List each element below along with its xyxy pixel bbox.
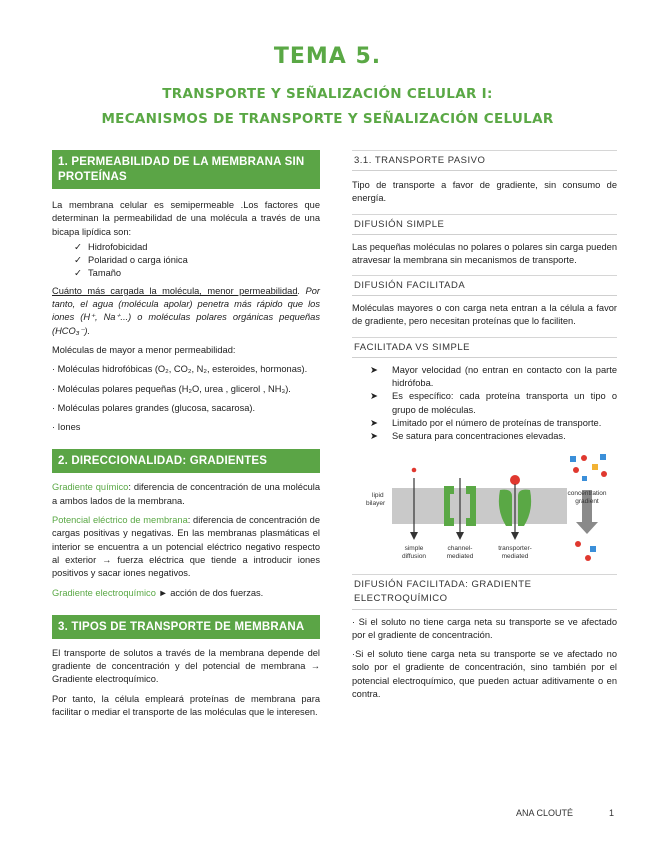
right-column — [352, 150, 617, 701]
gradient-chemical: Gradiente químico: diferencia de concentración de una molécula a ambos lados de la membrana. — [52, 482, 320, 506]
vs-heading: FACILITADA VS SIMPLE — [352, 337, 617, 358]
electro-p2: ·Si el soluto tiene carga neta su transporte se ve afectado no solo por el gradiente de concentración, sino también por el potencial electroquímico, que pueden actuar aditivamente o en contra. — [352, 649, 617, 700]
footer-author: ANA CLOUTÉ — [516, 808, 574, 818]
simple-arrowhead — [410, 532, 418, 540]
list-item: ➤ Limitado por el número de proteínas de transporte. — [370, 417, 617, 430]
order-title: Moléculas de mayor a menor permeabilidad: — [52, 344, 236, 355]
gradient-arrowhead — [576, 522, 598, 534]
label-channel: channel- — [447, 544, 473, 552]
label-lipid: lipid — [372, 491, 384, 499]
passive-text: Tipo de transporte a favor de gradiente, sin consumo de energía. — [352, 180, 617, 204]
molecule — [585, 555, 591, 561]
section-1-heading: 1. PERMEABILIDAD DE LA MEMBRANA SIN PROTEÍNAS — [52, 150, 320, 189]
label-gradient: gradient — [575, 497, 599, 505]
page-number: 1 — [609, 808, 615, 818]
list-item: ✓ Polaridad o carga iónica — [74, 254, 320, 267]
label-bilayer: bilayer — [366, 499, 386, 507]
section-3-1-heading: 3.1. TRANSPORTE PASIVO — [352, 150, 617, 171]
facilitated-heading: DIFUSIÓN FACILITADA — [352, 275, 617, 296]
order-item-2: · Moléculas polares pequeñas (H₂O, urea , glicerol , NH₃). — [52, 383, 291, 394]
lipid-bilayer-band — [392, 488, 567, 524]
order-item-1: · Moléculas hidrofóbicas (O₂, CO₂, N₂, esteroides, hormonas). — [52, 364, 308, 375]
order-item-4: · Iones — [52, 422, 81, 433]
electro-heading: DIFUSIÓN FACILITADA: GRADIENTE ELECTROQUÍMICO — [352, 574, 617, 610]
section-2-heading: 2. DIRECCIONALIDAD: GRADIENTES — [52, 449, 320, 473]
factors-list — [52, 241, 320, 281]
label-transporter: transporter- — [498, 544, 532, 552]
transporter-solute — [510, 475, 520, 485]
order-item-3: · Moléculas polares grandes (glucosa, sacarosa). — [52, 402, 256, 413]
molecule — [592, 464, 598, 470]
simple-diffusion-text: Las pequeñas moléculas no polares o polares sin carga pueden atravesar la membrana sin mecanismos de transporte. — [352, 241, 617, 265]
molecule — [582, 476, 587, 481]
list-item: ➤ Mayor velocidad (no entran en contacto con la parte hidrófoba. — [370, 364, 617, 389]
label-transporter-mediated: mediated — [501, 552, 529, 560]
s3-paragraph-1: El transporte de solutos a través de la membrana depende del gradiente de concentración y del potencial de membrana → Gradiente electroquímico. — [52, 647, 320, 685]
molecule — [600, 454, 606, 460]
gradient-electrochemical: Gradiente electroquímico ► acción de dos fuerzas. — [52, 587, 264, 598]
vs-list — [352, 364, 617, 444]
solute-dot — [412, 467, 417, 472]
s1-intro: La membrana celular es semipermeable .Los factores que determinan la permeabilidad de una molécula a través de una bicapa lipídica son: — [52, 200, 320, 237]
molecule — [590, 546, 596, 552]
molecule — [570, 456, 576, 462]
left-column — [52, 150, 320, 719]
arrow-bullet-icon: ➤ — [370, 417, 378, 428]
electro-p1: · Si el soluto no tiene carga neta su transporte se ve afectado por el gradiente de concentración. — [352, 616, 617, 640]
list-item: ✓ Hidrofobicidad — [74, 241, 320, 254]
s3-paragraph-2: Por tanto, la célula empleará proteínas de membrana para facilitar o mediar el transporte de las moléculas que le interesen. — [52, 693, 320, 718]
label-diffusion: diffusion — [401, 552, 427, 560]
facilitated-text: Moléculas mayores o con carga neta entran a la célula a favor de gradiente, pero necesitan proteínas que lo faciliten. — [352, 303, 617, 327]
label-simple: simple — [404, 544, 424, 552]
molecule — [573, 467, 579, 473]
simple-diffusion-heading: DIFUSIÓN SIMPLE — [352, 214, 617, 235]
subtitle-line-1: TRANSPORTE Y SEÑALIZACIÓN CELULAR I: — [162, 86, 493, 102]
charge-paragraph: Cuánto más cargada la molécula, menor permeabilidad. Por tanto, el agua (molécula apolar) penetra más rápido que los iones (H⁺, Na⁺...) o moléculas polares orgánicas pequeñas (HCO₃⁻). — [52, 285, 320, 336]
page-title: TEMA 5. — [273, 44, 382, 69]
list-item: ➤ Es específico: cada proteína transporta un tipo o grupo de moléculas. — [370, 391, 617, 415]
gradient-electric: Potencial eléctrico de membrana: diferencia de concentración de cargas positivas y negativas. En las membranas plasmáticas el interior se encuentra a un potencial eléctrico negativo respecto al exterior → fuerza eléctrica que tiende a introducir iones positivos y sacar iones negativos. — [52, 515, 321, 579]
check-icon: ✓ — [74, 255, 82, 266]
arrow-bullet-icon: ➤ — [370, 431, 378, 442]
label-concentration: concentration — [567, 489, 607, 497]
transporter-arrowhead — [511, 532, 519, 540]
transport-diagram — [352, 450, 617, 570]
arrow-bullet-icon: ➤ — [370, 391, 378, 402]
check-icon: ✓ — [74, 241, 82, 252]
molecule — [601, 471, 607, 477]
subtitle-line-2: MECANISMOS DE TRANSPORTE Y SEÑALIZACIÓN CELULAR — [101, 111, 554, 127]
label-channel-mediated: mediated — [446, 552, 474, 560]
molecule — [575, 541, 581, 547]
channel-arrowhead — [456, 532, 464, 540]
list-item: ➤ Se satura para concentraciones elevadas. — [370, 430, 617, 443]
molecule — [581, 455, 587, 461]
check-icon: ✓ — [74, 268, 82, 279]
list-item: ✓ Tamaño — [74, 267, 320, 280]
section-3-heading: 3. TIPOS DE TRANSPORTE DE MEMBRANA — [52, 615, 320, 639]
arrow-bullet-icon: ➤ — [370, 364, 378, 375]
